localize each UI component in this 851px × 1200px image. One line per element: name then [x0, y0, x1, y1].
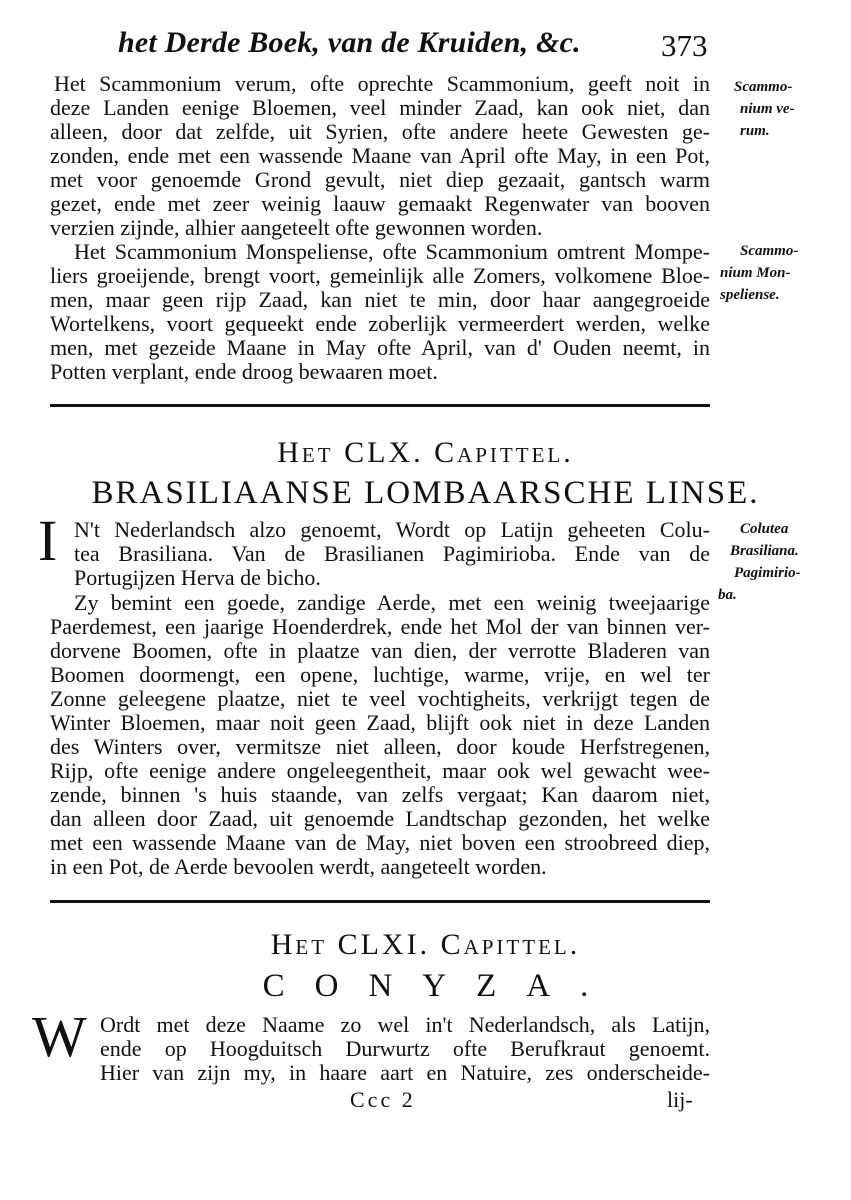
margin-note-line: nium ve-	[740, 101, 795, 117]
text-line: Boomen doormengt, een opene, luchtige, warme, vrije, en wel ter	[50, 662, 710, 687]
drop-cap: I	[38, 508, 58, 573]
margin-note-line: ba.	[718, 587, 737, 603]
drop-cap: W	[32, 1004, 87, 1069]
text-line: Zy bemint een goede, zandige Aerde, met een weinig tweejaarige	[74, 590, 710, 615]
paragraph-scammonium-verum	[50, 72, 710, 240]
text-line: alleen, door dat zelfde, uit Syrien, ofte andere heete Gewesten ge-	[50, 119, 710, 144]
text-line: Ordt met deze Naame zo wel in't Nederlandsch, als Latijn,	[100, 1012, 710, 1037]
text-line: N't Nederlandsch alzo genoemt, Wordt op Latijn geheeten Colu-	[74, 517, 710, 542]
chapter-161-title: CONYZA.	[262, 968, 619, 1004]
text-line: des Winters over, vermitsze niet alleen, door koude Herfstregenen,	[50, 734, 710, 759]
text-line: liers groeijende, brengt voort, gemeinlijk alle Zomers, volkomene Bloe-	[50, 263, 710, 288]
chapter-160-heading: Het CLX. Capittel.	[277, 436, 574, 469]
chapter-161-heading: Het CLXI. Capittel.	[270, 928, 581, 961]
text-line: Zonne geleegene plaatze, niet te veel vochtigheits, verkrijgt tegen de	[50, 686, 710, 711]
text-line: Portugijzen Herva de bicho.	[74, 565, 321, 590]
text-line: Paerdemest, een jaarige Hoenderdrek, ende het Mol der van binnen ver-	[50, 614, 710, 639]
text-line: men, met gezeide Maane in May ofte April, van d' Ouden neemt, in	[50, 335, 710, 360]
text-line: zonden, ende met een wassende Maane van April ofte May, in een Pot,	[50, 143, 710, 168]
paragraph-chapter-161	[100, 1013, 710, 1085]
text-line: Hier van zijn my, in haare aart en Natuire, zes onderscheide-	[100, 1060, 710, 1085]
chapter-160-title: BRASILIAANSE LOMBAARSCHE LINSE.	[91, 475, 760, 511]
text-line: ende op Hoogduitsch Durwurtz ofte Berufkraut genoemt.	[100, 1036, 710, 1061]
paragraph-chapter-160-intro-a	[74, 518, 710, 590]
section-divider	[50, 900, 710, 903]
text-line: Potten verplant, ende droog bewaaren moet.	[50, 359, 438, 384]
margin-note-line: Colutea	[740, 521, 789, 537]
margin-note-line: speliense.	[720, 287, 780, 303]
paragraph-scammonium-monspeliense	[50, 240, 710, 384]
text-line: dan alleen door Zaad, uit genoemde Landtschap gezonden, het welke	[50, 806, 710, 831]
text-line: deze Landen eenige Bloemen, veel minder Zaad, kan ook niet, dan	[50, 95, 710, 120]
text-line: met een wassende Maane van de May, niet boven een stroobreed diep,	[50, 830, 710, 855]
page-header	[0, 20, 851, 70]
margin-note-scammonium-monspeliense	[720, 240, 799, 306]
section-divider	[50, 404, 710, 407]
margin-note-colutea	[718, 518, 801, 606]
margin-note-line: Brasiliana.	[730, 543, 799, 559]
margin-note-line: Scammo-	[734, 79, 793, 95]
margin-note-line: Pagimirio-	[734, 565, 801, 581]
paragraph-chapter-160-body	[50, 591, 710, 879]
text-line: Rijp, ofte eenige andere ongeleegentheit, maar ook wel gewacht wee-	[50, 758, 710, 783]
text-line: men, maar geen rijp Zaad, kan niet te min, door haar aangegroeide	[50, 287, 710, 312]
page-number: 373	[661, 28, 708, 63]
page-footer	[0, 1087, 851, 1115]
margin-note-line: rum.	[740, 123, 770, 139]
text-line: gezet, ende met zeer weinig laauw gemaakt Regenwater van booven	[50, 191, 710, 216]
text-line: verzien zijnde, alhier aangeteelt ofte gewonnen worden.	[50, 215, 543, 240]
margin-note-scammonium-verum	[734, 76, 795, 142]
text-line: tea Brasiliana. Van de Brasilianen Pagimirioba. Ende van de	[74, 541, 710, 566]
margin-note-line: nium Mon-	[720, 265, 791, 281]
text-line: Wortelkens, voort gequeekt ende zoberlijk vermeerdert werden, welke	[50, 311, 710, 336]
running-title: het Derde Boek, van de Kruiden, &c.	[118, 26, 581, 59]
text-line: Winter Bloemen, maar noit geen Zaad, blijft ook niet in deze Landen	[50, 710, 710, 735]
catchword: lij-	[667, 1087, 693, 1112]
text-line: Het Scammonium verum, ofte oprechte Scammonium, geeft noit in	[54, 71, 710, 96]
text-line: met voor genoemde Grond gevult, niet diep gezaait, gantsch warm	[50, 167, 710, 192]
text-line: zende, binnen 's huis staande, van zelfs vergaat; Kan daarom niet,	[50, 782, 710, 807]
margin-note-line: Scammo-	[740, 243, 799, 259]
signature-mark: Ccc 2	[350, 1087, 416, 1112]
text-line: dorvene Boomen, ofte in plaatze van dien, der verrotte Bladeren van	[50, 638, 710, 663]
text-line: Het Scammonium Monspeliense, ofte Scammonium omtrent Mompe-	[74, 239, 710, 264]
text-line: in een Pot, de Aerde bevoolen werdt, aangeteelt worden.	[50, 854, 547, 879]
